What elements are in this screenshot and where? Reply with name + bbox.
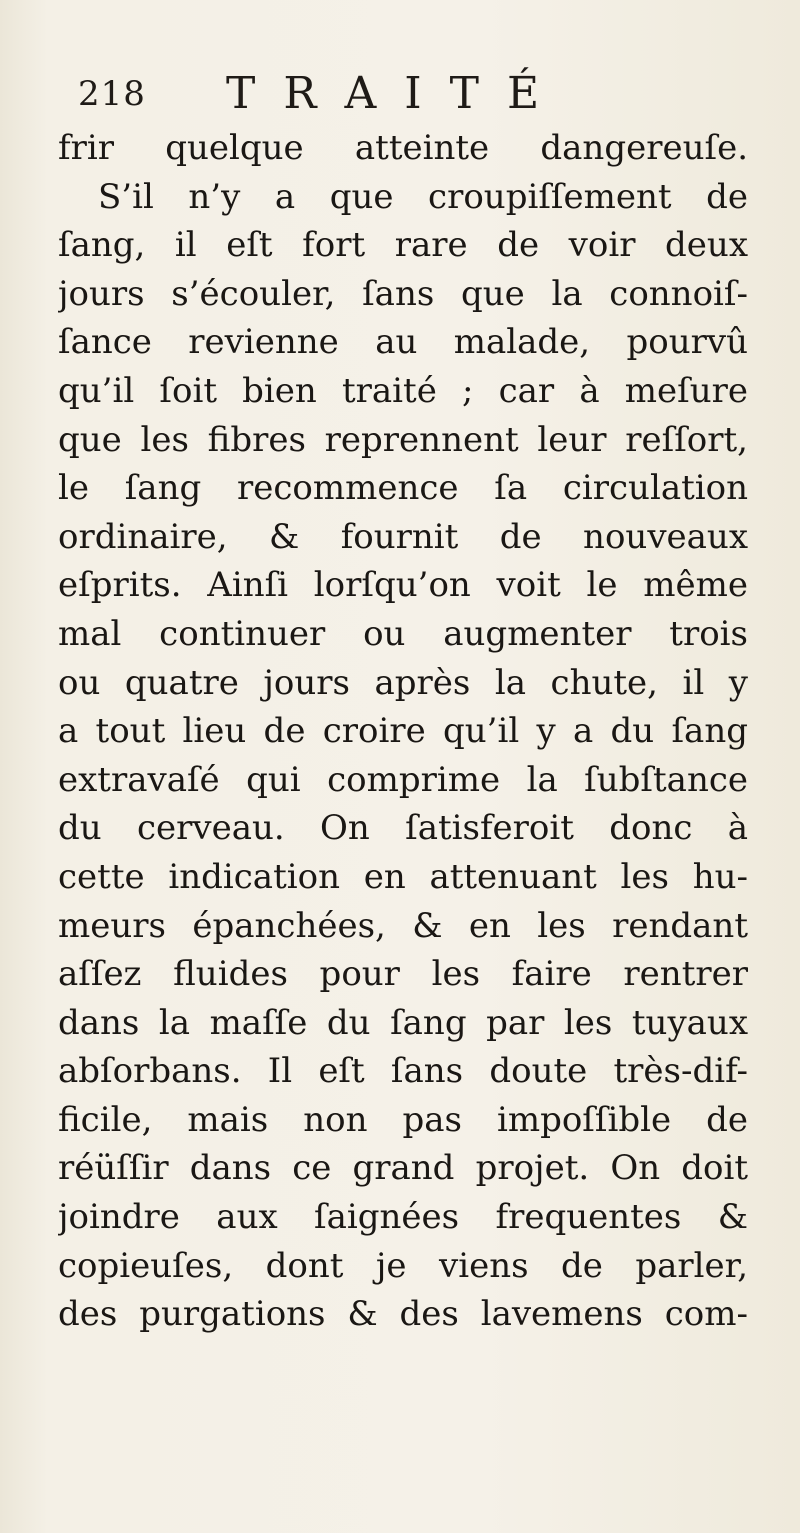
text-line: jours s’écouler, ſans que la connoiſ- <box>58 273 748 314</box>
body-text <box>58 124 748 1339</box>
text-line: extravaſé qui comprime la ſubſtance <box>58 759 748 800</box>
text-line: du cerveau. On ſatisferoit donc à <box>58 808 748 849</box>
text-line: cette indication en attenuant les hu- <box>58 856 748 897</box>
text-line: qu’il ſoit bien traité ; car à meſure <box>58 370 748 411</box>
text-line: dans la maſſe du ſang par les tuyaux <box>58 1002 748 1043</box>
text-line: joindre aux ſaignées frequentes & <box>58 1197 748 1238</box>
text-line: ordinaire, & fournit de nouveaux <box>58 516 748 557</box>
page-number: 218 <box>78 74 146 114</box>
text-line: ſang, il eſt fort rare de voir deux <box>58 225 748 266</box>
text-line: frir quelque atteinte dangereuſe. <box>58 128 748 168</box>
text-line: ou quatre jours après la chute, il y <box>58 662 748 703</box>
text-line: S’il n’y a que croupiſſement de <box>98 176 748 217</box>
text-line: que les fibres reprennent leur reſſort, <box>58 419 748 460</box>
text-line: ficile, mais non pas impoſſible de <box>58 1099 748 1140</box>
text-line: réüſſir dans ce grand projet. On doit <box>58 1148 748 1189</box>
text-line: des purgations & des lavemens com- <box>58 1294 748 1335</box>
text-line: mal continuer ou augmenter trois <box>58 613 748 654</box>
text-line: copieuſes, dont je viens de parler, <box>58 1245 748 1286</box>
running-title: TRAITÉ <box>226 68 568 119</box>
text-line: eſprits. Ainſi lorſqu’on voit le même <box>58 565 748 606</box>
text-line: aſſez fluides pour les faire rentrer <box>58 954 748 995</box>
text-line: a tout lieu de croire qu’il y a du ſang <box>58 711 748 752</box>
page-header <box>78 68 738 118</box>
text-line: meurs épanchées, & en les rendant <box>58 905 748 946</box>
text-line: abſorbans. Il eſt ſans doute très-dif- <box>58 1051 748 1092</box>
text-line: ſance revienne au malade, pourvû <box>58 322 748 363</box>
text-line: le ſang recommence ſa circulation <box>58 468 748 509</box>
